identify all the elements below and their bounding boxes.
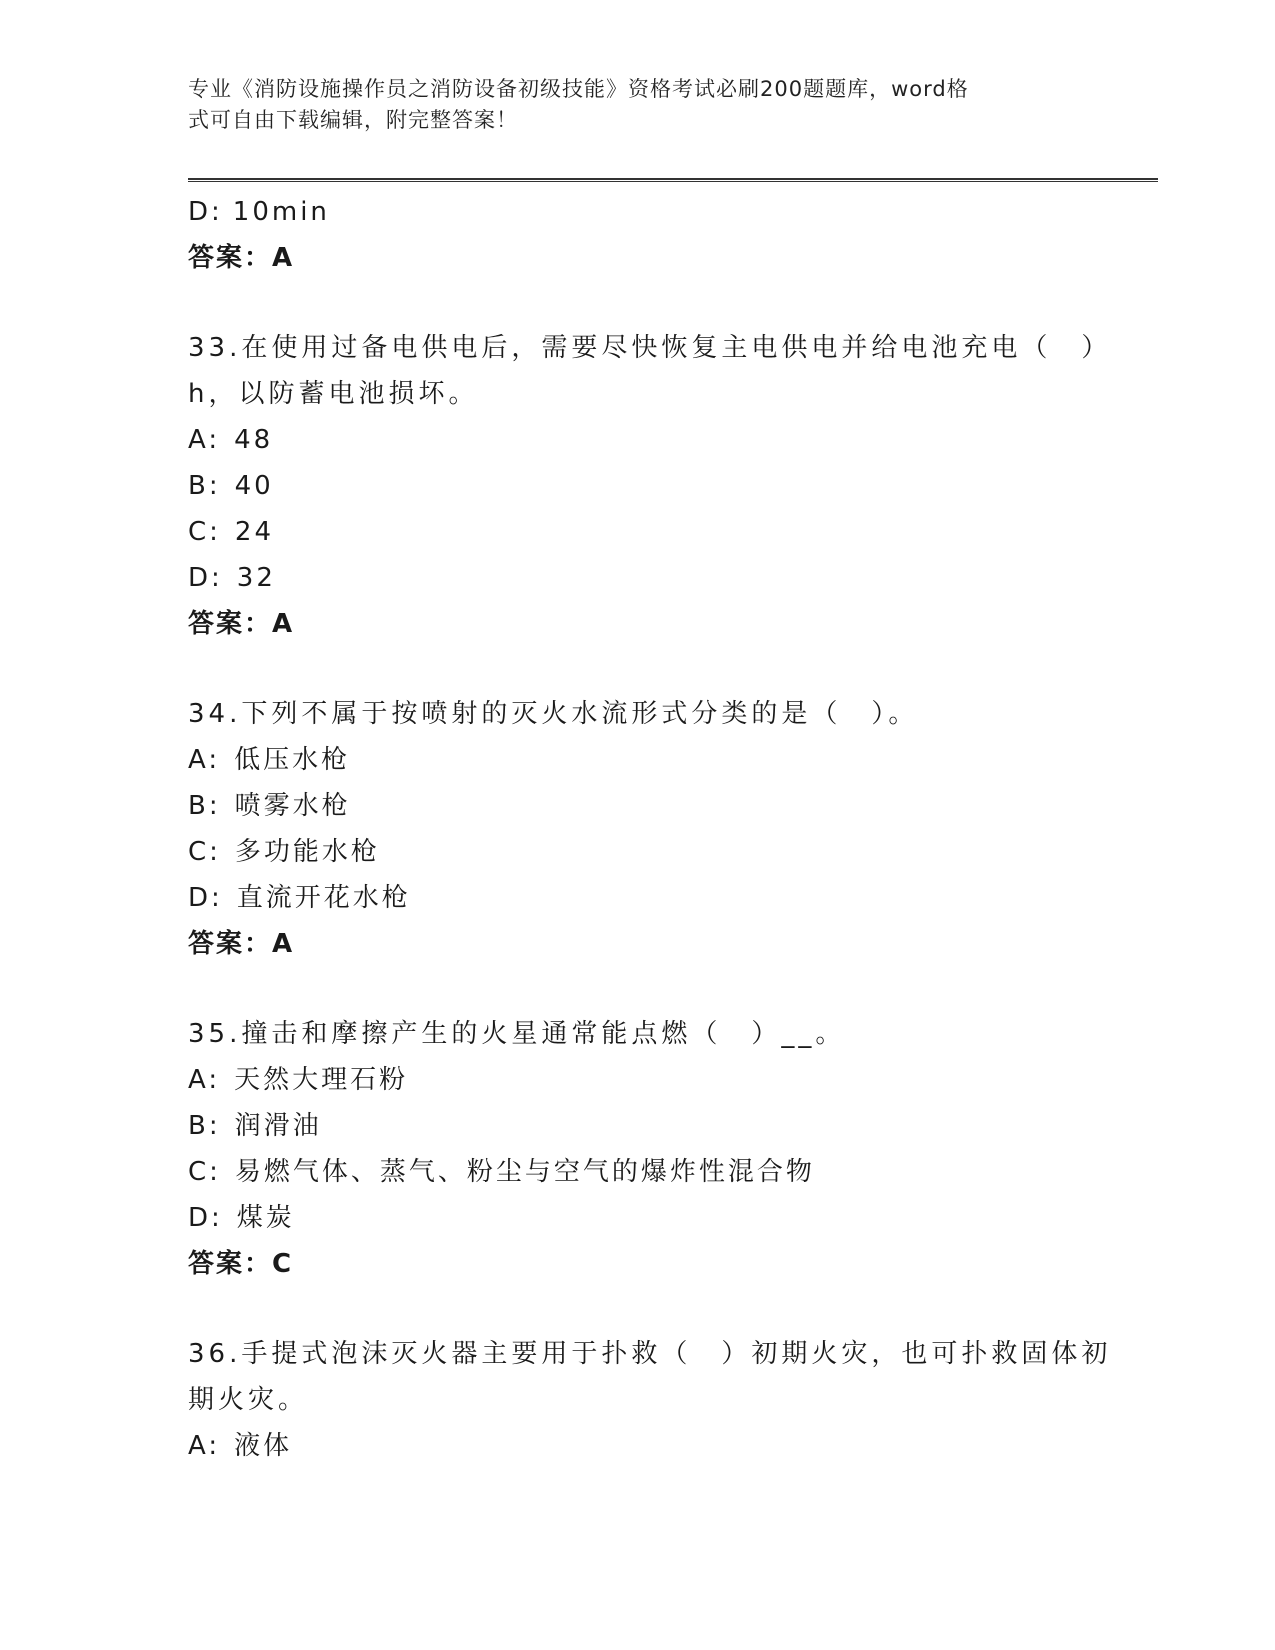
option-text: 低压水枪 xyxy=(234,745,351,775)
option-label: A: xyxy=(188,425,221,455)
page-header xyxy=(188,74,1068,136)
option-text: 24 xyxy=(234,517,275,547)
question-34 xyxy=(188,691,1088,967)
option-row xyxy=(188,463,1088,509)
question-35 xyxy=(188,1011,1088,1287)
option-row xyxy=(188,1149,1088,1195)
option-text: 天然大理石粉 xyxy=(234,1065,409,1095)
question-stem-line: 34.下列不属于按喷射的灭火水流形式分类的是（ ）。 xyxy=(188,699,919,729)
option-row xyxy=(188,829,1088,875)
option-text: 喷雾水枪 xyxy=(234,791,351,821)
header-line-2: 式可自由下载编辑，附完整答案！ xyxy=(188,108,518,132)
option-text: 48 xyxy=(234,425,274,455)
question-stem-line: h，以防蓄电池损坏。 xyxy=(188,379,479,409)
question-stem-line: 期火灾。 xyxy=(188,1385,309,1415)
option-label: D: xyxy=(188,563,223,593)
header-line-1: 专业《消防设施操作员之消防设备初级技能》资格考试必刷200题题库，word格 xyxy=(188,77,969,101)
option-row xyxy=(188,1195,1088,1241)
option-row xyxy=(188,1057,1088,1103)
option-text: 多功能水枪 xyxy=(234,837,380,867)
option-label: B: xyxy=(188,791,221,821)
option-label: C: xyxy=(188,1157,221,1187)
option-label: D: xyxy=(188,1203,223,1233)
option-text: 直流开花水枪 xyxy=(236,883,411,913)
option-row xyxy=(188,737,1088,783)
answer: 答案：C xyxy=(188,1249,294,1279)
question-36 xyxy=(188,1331,1112,1469)
option-row xyxy=(188,783,1088,829)
question-stem-line: 36.手提式泡沫灭火器主要用于扑救（ ）初期火灾，也可扑救固体初 xyxy=(188,1339,1112,1369)
option-text: 32 xyxy=(236,563,276,593)
option-label: C: xyxy=(188,517,221,547)
option-text: 煤炭 xyxy=(236,1203,295,1233)
answer: 答案：A xyxy=(188,609,295,639)
question-33 xyxy=(188,325,1112,647)
option-label: A: xyxy=(188,745,221,775)
answer-previous: 答案：A xyxy=(188,243,295,273)
option-row xyxy=(188,555,1088,601)
option-row xyxy=(188,509,1088,555)
question-stem-line: 35.撞击和摩擦产生的火星通常能点燃（ ）__。 xyxy=(188,1019,846,1049)
answer: 答案：A xyxy=(188,929,295,959)
option-row xyxy=(188,1103,1088,1149)
option-label: C: xyxy=(188,837,221,867)
question-content xyxy=(188,189,1112,1469)
option-label: D: xyxy=(188,883,223,913)
option-row xyxy=(188,875,1088,921)
option-label: A: xyxy=(188,1431,221,1461)
question-stem-line: 33.在使用过备电供电后，需要尽快恢复主电供电并给电池充电（ ） xyxy=(188,333,1112,363)
header-divider xyxy=(188,178,1158,182)
option-label: A: xyxy=(188,1065,221,1095)
option-text: 40 xyxy=(234,471,274,501)
option-label: D: xyxy=(188,197,223,227)
option-text: 液体 xyxy=(234,1431,293,1461)
option-text: 润滑油 xyxy=(234,1111,322,1141)
option-text: 易燃气体、蒸气、粉尘与空气的爆炸性混合物 xyxy=(234,1157,815,1187)
question-list xyxy=(188,325,1112,1469)
option-row xyxy=(188,417,1088,463)
option-d-previous xyxy=(188,189,1088,235)
option-text: 10min xyxy=(232,197,330,227)
option-row xyxy=(188,1423,1088,1469)
option-label: B: xyxy=(188,1111,221,1141)
option-label: B: xyxy=(188,471,221,501)
